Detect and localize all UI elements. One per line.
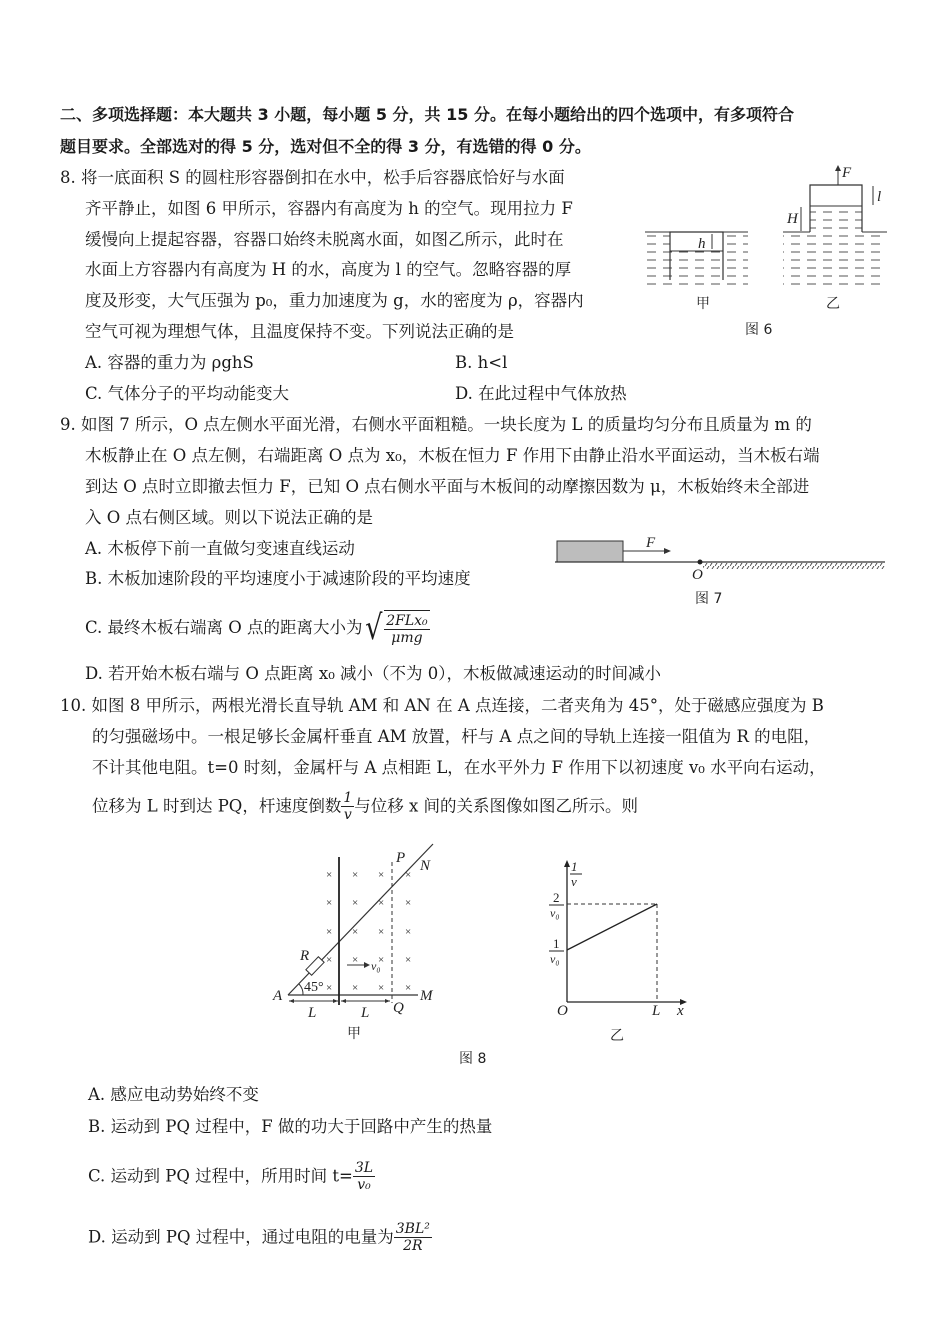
field-cross-icon: ×: [378, 982, 385, 994]
label-H: H: [787, 211, 798, 227]
fraction-denominator: v: [343, 807, 352, 823]
field-cross-icon: ×: [352, 869, 359, 881]
figure-6: [630, 160, 900, 345]
fraction-numerator: 1: [343, 790, 353, 806]
figure-7: [550, 530, 895, 610]
label-h: h: [698, 236, 706, 252]
figure-6-caption: 图 6: [745, 322, 773, 338]
q9-option-b: B. 木板加速阶段的平均速度小于减速阶段的平均速度: [85, 569, 471, 588]
q10-line4-b: 与位移 x 间的关系图像如图乙所示。则: [354, 796, 639, 816]
q10-line: 不计其他电阻。t=0 时刻，金属杆与 A 点相距 L，在水平外力 F 作用下以初速度 v₀ 水平向右运动，: [92, 758, 826, 777]
q8-line: 缓慢向上提起容器，容器口始终未脱离水面，如图乙所示，此时在: [85, 230, 564, 249]
field-cross-icon: ×: [352, 926, 359, 938]
x-axis-label: x: [677, 1003, 684, 1019]
label-P: P: [396, 850, 406, 866]
field-cross-icon: ×: [405, 926, 412, 938]
field-cross-icon: ×: [352, 897, 359, 909]
q8-line: 度及形变，大气压强为 p₀，重力加速度为 g，水的密度为 ρ，容器内: [85, 291, 584, 310]
q8-line: 8. 将一底面积 S 的圆柱形容器倒扣在水中，松手后容器底恰好与水面: [60, 168, 565, 187]
field-cross-icon: ×: [378, 954, 385, 966]
field-cross-icon: ×: [326, 954, 333, 966]
q9-option-d: D. 若开始木板右端与 O 点距离 x₀ 减小（不为 0），木板做减速运动的时间减小: [85, 664, 662, 683]
q9-line: 到达 O 点时立即撤去恒力 F，已知 O 点右侧水平面与木板间的动摩擦因数为 μ，木板始终未全部进: [85, 477, 810, 496]
q8-option-d: D. 在此过程中气体放热: [455, 384, 627, 403]
q9-option-c: [85, 608, 430, 648]
q10-option-d: [88, 1221, 432, 1254]
q8-line: 空气可视为理想气体，且温度保持不变。下列说法正确的是: [85, 322, 514, 341]
label-jia: 甲: [347, 1026, 361, 1042]
field-cross-icon: ×: [352, 982, 359, 994]
label-v0: v₀: [371, 959, 381, 973]
field-cross-icon: ×: [326, 897, 333, 909]
label-yi: 乙: [610, 1028, 624, 1044]
q9-line: 木板静止在 O 点左侧，右端距离 O 点为 x₀，木板在恒力 F 作用下由静止沿水平面运动，当木板右端: [85, 446, 820, 465]
label-O: O: [692, 567, 703, 583]
field-cross-icon: ×: [326, 869, 333, 881]
q10-c-numerator: 3L: [354, 1160, 374, 1176]
q10-d-denominator: 2R: [403, 1238, 423, 1254]
q10-option-b: B. 运动到 PQ 过程中，F 做的功大于回路中产生的热量: [88, 1117, 493, 1136]
field-cross-icon: ×: [378, 897, 385, 909]
force-arrow: [664, 548, 671, 554]
water-yi: [783, 232, 887, 290]
figure-8-caption: 图 8: [459, 1051, 487, 1067]
label-L: L: [361, 1005, 370, 1021]
section-heading-line2: 题目要求。全部选对的得 5 分，选对但不全的得 3 分，有选错的得 0 分。: [60, 137, 591, 156]
q9-option-a: A. 木板停下前一直做匀变速直线运动: [85, 539, 355, 558]
label-angle: 45°: [304, 980, 324, 995]
q10-c-denominator: v₀: [357, 1177, 371, 1193]
label-F: F: [646, 535, 656, 551]
tick-2-num: 2: [553, 890, 560, 905]
field-cross-icon: ×: [405, 869, 412, 881]
q10-line4-a: 位移为 L 时到达 PQ，杆速度倒数: [92, 796, 342, 816]
point-O: [698, 560, 703, 565]
q8-option-b: B. h<l: [455, 353, 508, 372]
label-R: R: [300, 948, 310, 964]
field-cross-icon: ×: [405, 982, 412, 994]
field-cross-icon: ×: [326, 926, 333, 938]
q10-option-a: A. 感应电动势始终不变: [88, 1085, 259, 1104]
air-jia: [670, 232, 723, 251]
q10-line-4: [92, 790, 638, 823]
figure-8-jia: [272, 844, 434, 1042]
figure-8: [260, 840, 710, 1070]
q9-c-numerator: 2FLx₀: [386, 613, 428, 629]
sqrt-expression: √ $\frac{\text{2FLx₀}}{\text{μmg}}$: [364, 608, 428, 648]
label-yi: 乙: [826, 296, 840, 312]
label-Q: Q: [393, 1000, 404, 1016]
label-L: L: [308, 1005, 317, 1021]
q10-option-c: [88, 1160, 375, 1193]
q9-line: 9. 如图 7 所示，O 点左侧水平面光滑，右侧水平面粗糙。一块长度为 L 的质量均匀分布且质量为 m 的: [60, 415, 812, 434]
field-cross-icon: ×: [405, 897, 412, 909]
field-cross-icon: ×: [352, 954, 359, 966]
field-cross-icon: ×: [326, 982, 333, 994]
q8-line: 齐平静止，如图 6 甲所示，容器内有高度为 h 的空气。现用拉力 F: [85, 199, 573, 218]
q8-option-a: A. 容器的重力为 ρghS: [85, 353, 254, 372]
q10-option-d-text: D. 运动到 PQ 过程中，通过电阻的电量为: [88, 1227, 394, 1247]
q9-line: 入 O 点右侧区域。则以下说法正确的是: [85, 508, 374, 527]
q10-line: 的匀强磁场中。一根足够长金属杆垂直 AM 放置，杆与 A 点之间的导轨上连接一阻值为 R 的电阻，: [92, 727, 821, 746]
q8-line: 水面上方容器内有高度为 H 的水，高度为 l 的空气。忽略容器的厚: [85, 260, 572, 279]
rough-surface: [703, 563, 885, 569]
data-line: [567, 904, 657, 950]
tick-1-den: v₀: [550, 952, 560, 966]
q10-option-c-text: C. 运动到 PQ 过程中，所用时间 t=: [88, 1166, 353, 1186]
q9-c-denominator: μmg: [391, 630, 423, 646]
figure-8-yi-graph: [549, 859, 687, 1044]
q10-line: 10. 如图 8 甲所示，两根光滑长直导轨 AM 和 AN 在 A 点连接，二者夹角为 45°，处于磁感应强度为 B: [60, 696, 824, 715]
y-label-den: v: [571, 874, 577, 889]
wooden-board: [557, 541, 623, 562]
y-label-num: 1: [571, 859, 578, 874]
field-cross-icon: ×: [378, 926, 385, 938]
label-jia: 甲: [696, 296, 710, 312]
q9-option-c-text: C. 最终木板右端离 O 点的距离大小为: [85, 618, 363, 637]
figure-7-caption: 图 7: [695, 591, 723, 607]
origin-label: O: [557, 1003, 568, 1019]
label-M: M: [420, 988, 433, 1004]
x-tick-L: L: [652, 1003, 661, 1019]
tick-2-den: v₀: [550, 906, 560, 920]
section-heading-line1: 二、多项选择题：本大题共 3 小题，每小题 5 分，共 15 分。在每小题给出的四个选项中，有多项符合: [60, 105, 794, 124]
tick-1-num: 1: [553, 936, 560, 951]
q10-d-numerator: 3BL²: [395, 1221, 430, 1237]
label-A: A: [273, 988, 283, 1004]
q8-option-c: C. 气体分子的平均动能变大: [85, 384, 290, 403]
field-cross-icon: ×: [378, 869, 385, 881]
label-F: F: [842, 165, 852, 181]
label-l: l: [877, 189, 882, 205]
water-in-container: [810, 206, 862, 232]
label-N: N: [420, 858, 431, 874]
field-cross-icon: ×: [405, 954, 412, 966]
